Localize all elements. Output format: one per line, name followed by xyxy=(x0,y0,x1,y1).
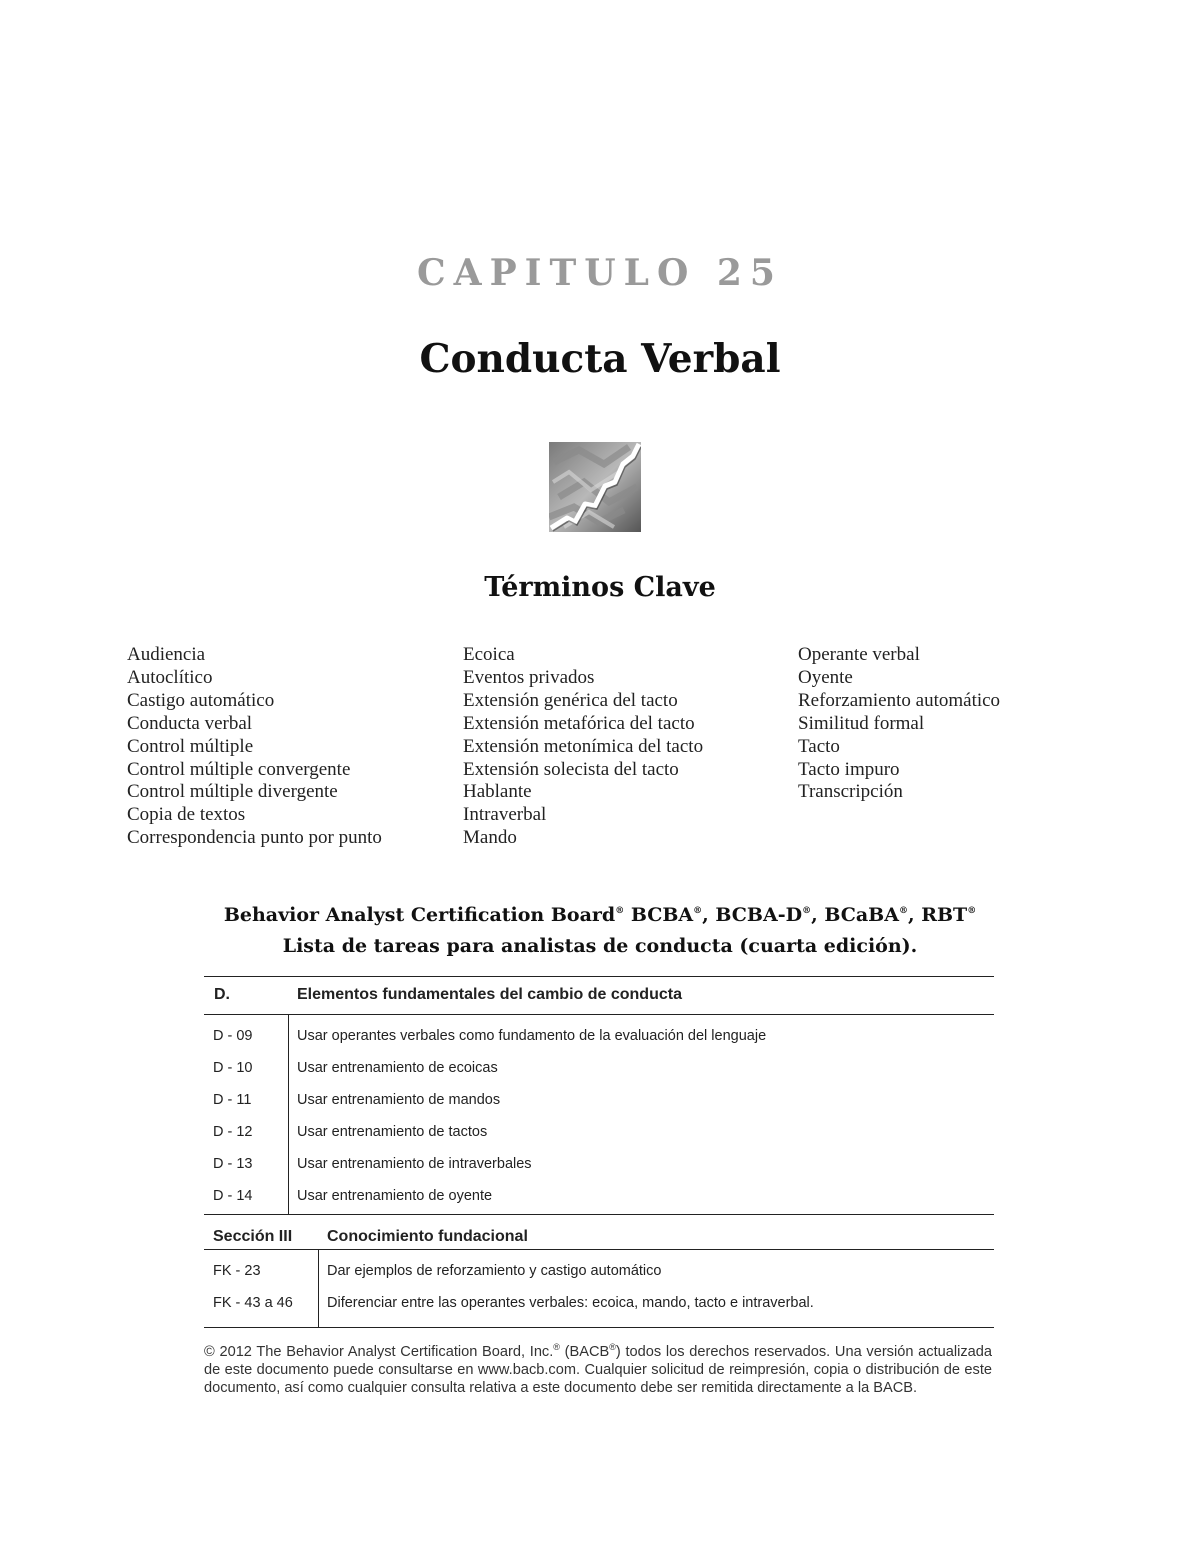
key-term: Control múltiple divergente xyxy=(127,781,338,803)
key-term: Correspondencia punto por punto xyxy=(127,827,382,849)
copyright-text: (BACB xyxy=(559,1343,610,1360)
registered-mark: ® xyxy=(898,906,908,916)
credential-rbt: , RBT xyxy=(907,904,968,926)
key-terms-heading: Términos Clave xyxy=(484,572,716,603)
key-terms-column-1 xyxy=(127,644,382,850)
key-term: Extensión metonímica del tacto xyxy=(463,735,704,757)
table-column-divider xyxy=(318,1249,319,1327)
key-term: Tacto impuro xyxy=(798,758,900,780)
key-term: Conducta verbal xyxy=(127,712,253,734)
task-code: D - 12 xyxy=(213,1124,253,1140)
task-code: D - 14 xyxy=(213,1188,253,1204)
registered-mark: ® xyxy=(802,906,812,916)
bacb-org-name: Behavior Analyst Certification Board xyxy=(223,904,616,926)
key-term: Eventos privados xyxy=(463,666,595,688)
key-term: Mando xyxy=(463,827,517,849)
bacb-heading xyxy=(0,896,1200,962)
section-iii-title: Conocimiento fundacional xyxy=(327,1228,528,1245)
key-term: Extensión metafórica del tacto xyxy=(463,712,695,734)
task-code: D - 11 xyxy=(213,1092,252,1108)
task-text: Usar operantes verbales como fundamento de la evaluación del lenguaje xyxy=(297,1028,767,1044)
rising-line-chart-icon xyxy=(549,442,641,532)
key-term: Similitud formal xyxy=(798,712,925,734)
key-term: Extensión genérica del tacto xyxy=(463,689,678,711)
copyright-text: ) todos los derechos reservados. Una versión actualizada de este documento puede consultarse en www.bacb.com. Cualquier solicitud de reimpresión, copia o distribución de este documento, así como cualquier consulta relativa a este documento debe ser remitida directamente a la BACB. xyxy=(204,1343,992,1397)
key-term: Castigo automático xyxy=(127,689,275,711)
task-code: D - 13 xyxy=(213,1156,253,1172)
key-term: Tacto xyxy=(798,735,840,757)
key-term: Intraverbal xyxy=(463,804,547,826)
task-text: Usar entrenamiento de intraverbales xyxy=(297,1156,532,1172)
task-text: Dar ejemplos de reforzamiento y castigo automático xyxy=(327,1263,662,1279)
registered-mark: ® xyxy=(967,906,977,916)
registered-mark: ® xyxy=(615,906,625,916)
key-term: Operante verbal xyxy=(798,644,920,665)
bacb-heading-line-2: Lista de tareas para analistas de conducta (cuarta edición). xyxy=(282,935,918,957)
key-term: Control múltiple convergente xyxy=(127,758,351,780)
bacb-heading-line-1 xyxy=(0,896,1200,931)
chapter-title: Conducta Verbal xyxy=(419,336,781,382)
section-d-code: D. xyxy=(214,986,230,1003)
key-term: Extensión solecista del tacto xyxy=(463,758,679,780)
credential-bcaba: , BCaBA xyxy=(811,904,899,926)
copyright-notice xyxy=(204,1338,992,1397)
key-term: Autoclítico xyxy=(127,666,213,688)
table-rule xyxy=(204,1014,994,1015)
credential-bcba: BCBA xyxy=(624,904,694,926)
table-column-divider xyxy=(288,1014,289,1214)
task-text: Usar entrenamiento de ecoicas xyxy=(297,1060,498,1076)
task-code: D - 10 xyxy=(213,1060,253,1076)
table-rule xyxy=(204,1327,994,1328)
copyright-text: © 2012 The Behavior Analyst Certification Board, Inc. xyxy=(204,1343,554,1360)
key-term: Oyente xyxy=(798,666,853,688)
task-text: Diferenciar entre las operantes verbales: ecoica, mando, tacto e intraverbal. xyxy=(327,1295,814,1311)
chapter-label: CAPITULO 25 xyxy=(417,252,783,294)
task-code: D - 09 xyxy=(213,1028,253,1044)
task-text: Usar entrenamiento de mandos xyxy=(297,1092,501,1108)
key-term: Copia de textos xyxy=(127,804,246,826)
key-term: Hablante xyxy=(463,781,532,803)
section-iii-code: Sección III xyxy=(213,1228,293,1245)
task-text: Usar entrenamiento de tactos xyxy=(297,1124,488,1140)
table-rule xyxy=(204,1249,994,1250)
task-code: FK - 23 xyxy=(213,1263,261,1279)
key-term: Ecoica xyxy=(463,644,515,665)
key-term: Audiencia xyxy=(127,644,206,665)
chapter-illustration xyxy=(549,442,641,532)
key-term: Control múltiple xyxy=(127,735,254,757)
registered-mark: ® xyxy=(609,1342,616,1352)
credential-bcba-d: , BCBA-D xyxy=(702,904,803,926)
registered-mark: ® xyxy=(693,906,703,916)
key-term: Transcripción xyxy=(798,781,903,803)
key-terms-column-2 xyxy=(463,644,703,850)
task-code: FK - 43 a 46 xyxy=(213,1295,293,1311)
table-rule xyxy=(204,1214,994,1215)
key-terms-column-3 xyxy=(798,644,1000,804)
section-d-title: Elementos fundamentales del cambio de conducta xyxy=(297,986,682,1003)
task-list-table xyxy=(204,976,994,1328)
table-rule xyxy=(204,976,994,977)
registered-mark: ® xyxy=(553,1342,560,1352)
key-term: Reforzamiento automático xyxy=(798,689,1001,711)
task-text: Usar entrenamiento de oyente xyxy=(297,1188,493,1204)
